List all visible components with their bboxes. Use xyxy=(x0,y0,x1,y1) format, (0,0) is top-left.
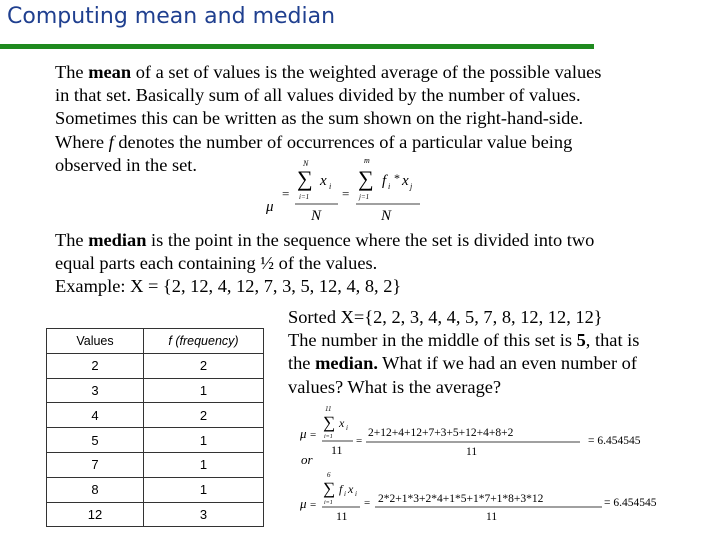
table-row xyxy=(47,353,264,378)
term-2a: f xyxy=(382,173,387,189)
sum-lower: i=1 xyxy=(324,500,333,506)
equals-sign-2: = xyxy=(364,497,371,509)
frequency-cell: 1 xyxy=(144,428,264,453)
frequency-cell: 1 xyxy=(144,378,264,403)
term-sub: i xyxy=(346,424,348,432)
middle-line-pre: The number in the middle of this set is xyxy=(288,330,577,351)
frequency-cell: 3 xyxy=(144,502,264,527)
sum-upper: 11 xyxy=(325,405,332,413)
sorted-line: Sorted X={2, 2, 3, 4, 4, 5, 7, 8, 12, 12, 12} xyxy=(288,307,603,327)
title-underline xyxy=(0,44,594,49)
answer-line-pre: the xyxy=(288,353,316,374)
equals-sign: = xyxy=(282,186,290,201)
mean-line-4-post: denotes the number of occurrences of a particular value being xyxy=(113,131,573,152)
sum-upper: 6 xyxy=(327,471,331,479)
equals-sign-2: = xyxy=(356,435,363,447)
term: f xyxy=(339,482,343,496)
table-row xyxy=(47,477,264,502)
mu-symbol: μ xyxy=(300,496,307,511)
term: x xyxy=(339,416,345,430)
page-title: Computing mean and median xyxy=(7,4,336,29)
result: = 6.454545 xyxy=(604,497,657,509)
frequency-table xyxy=(46,328,264,527)
value-cell: 8 xyxy=(47,477,144,502)
mean-line-1-post: of a set of values is the weighted average of the possible values xyxy=(131,62,602,82)
table-row xyxy=(47,378,264,403)
table-row xyxy=(47,452,264,477)
term-2: x xyxy=(348,482,354,496)
denominator: 11 xyxy=(336,509,348,523)
frequency-cell: 2 xyxy=(144,353,264,378)
median-line-2: equal parts each containing ½ of the values. xyxy=(55,253,378,274)
median-answer-line xyxy=(288,352,639,375)
middle-line xyxy=(288,329,639,352)
equals-sign-2: = xyxy=(342,186,350,201)
table-row xyxy=(47,428,264,453)
question-line: values? What is the average? xyxy=(288,376,502,397)
value-cell: 2 xyxy=(47,353,144,378)
median-paragraph xyxy=(55,229,594,299)
value-cell: 5 xyxy=(47,428,144,453)
value-cell: 7 xyxy=(47,452,144,477)
mean-line-4-pre: Where xyxy=(55,131,109,152)
mu-symbol: μ xyxy=(266,199,274,215)
sum-numerator: 2+12+4+12+7+3+5+12+4+8+2 xyxy=(368,427,514,439)
mean-line-5: observed in the set. xyxy=(55,154,197,175)
sum-lower-1: i=1 xyxy=(299,193,310,201)
term-1: x xyxy=(320,173,327,189)
value-cell: 4 xyxy=(47,403,144,428)
frequency-header: f (frequency) xyxy=(144,329,264,354)
term-2-sub: i xyxy=(355,490,357,498)
frequency-cell: 1 xyxy=(144,477,264,502)
result: = 6.454545 xyxy=(588,435,641,447)
frequency-cell: 1 xyxy=(144,452,264,477)
term-2b: x xyxy=(402,173,409,189)
table-header-row xyxy=(47,329,264,354)
table-row xyxy=(47,403,264,428)
denominator-2: N xyxy=(381,208,392,224)
sigma-2-icon: ∑ xyxy=(358,166,374,191)
example-line: Example: X = {2, 12, 4, 12, 7, 3, 5, 12, 4, 8, 2} xyxy=(55,276,402,297)
term-2-op: * xyxy=(394,171,400,185)
denominator: 11 xyxy=(331,443,343,457)
f-symbol: f xyxy=(108,131,114,152)
product-numerator: 2*2+1*3+2*4+1*5+1*7+1*8+3*12 xyxy=(378,493,544,505)
mean-keyword: mean xyxy=(88,62,132,82)
equals-sign: = xyxy=(310,429,317,441)
mu-symbol: μ xyxy=(300,426,307,441)
mean-line-1 xyxy=(55,61,601,84)
sigma-icon: ∑ xyxy=(323,479,336,498)
mean-formula xyxy=(262,152,442,228)
sum-lower-2: j=1 xyxy=(359,193,370,201)
value-cell: 12 xyxy=(47,502,144,527)
mean-line-2: in that set. Basically sum of all values divided by the number of values. xyxy=(55,85,581,106)
mean-line-3: Sometimes this can be written as the sum shown on the right-hand-side. xyxy=(55,108,584,129)
median-line-1 xyxy=(55,229,594,252)
term-2a-sub: i xyxy=(388,182,391,191)
median-bold: median. xyxy=(315,353,378,374)
middle-line-post: , that is xyxy=(585,330,640,351)
term-2b-sub: j xyxy=(410,182,413,191)
term-1-sub: i xyxy=(329,182,332,191)
equals-sign: = xyxy=(310,499,317,511)
mean-line-1-pre: The xyxy=(55,62,89,82)
middle-value: 5 xyxy=(576,330,586,351)
sorted-explanation xyxy=(288,306,639,399)
table-row xyxy=(47,502,264,527)
sum-upper-2: m xyxy=(364,156,370,165)
denominator-1: N xyxy=(311,208,322,224)
median-keyword: median xyxy=(88,230,147,250)
denominator-2: 11 xyxy=(466,446,478,458)
term-sub: i xyxy=(344,490,346,498)
median-line-1-pre: The xyxy=(55,230,89,250)
sigma-icon: ∑ xyxy=(323,413,336,432)
sigma-1-icon: ∑ xyxy=(297,166,313,191)
average-formula-1 xyxy=(298,400,688,458)
denominator-2: 11 xyxy=(486,511,498,523)
average-formula-2 xyxy=(298,466,688,524)
sum-upper-1: N xyxy=(303,159,309,168)
answer-line-post: What if we had an even number of xyxy=(377,353,637,374)
mean-line-4 xyxy=(55,131,601,154)
or-label: or xyxy=(301,452,313,467)
values-header: Values xyxy=(47,329,144,354)
median-line-1-post: is the point in the sequence where the set is divided into two xyxy=(146,230,595,250)
value-cell: 3 xyxy=(47,378,144,403)
sum-lower: i=1 xyxy=(324,434,333,440)
frequency-cell: 2 xyxy=(144,403,264,428)
